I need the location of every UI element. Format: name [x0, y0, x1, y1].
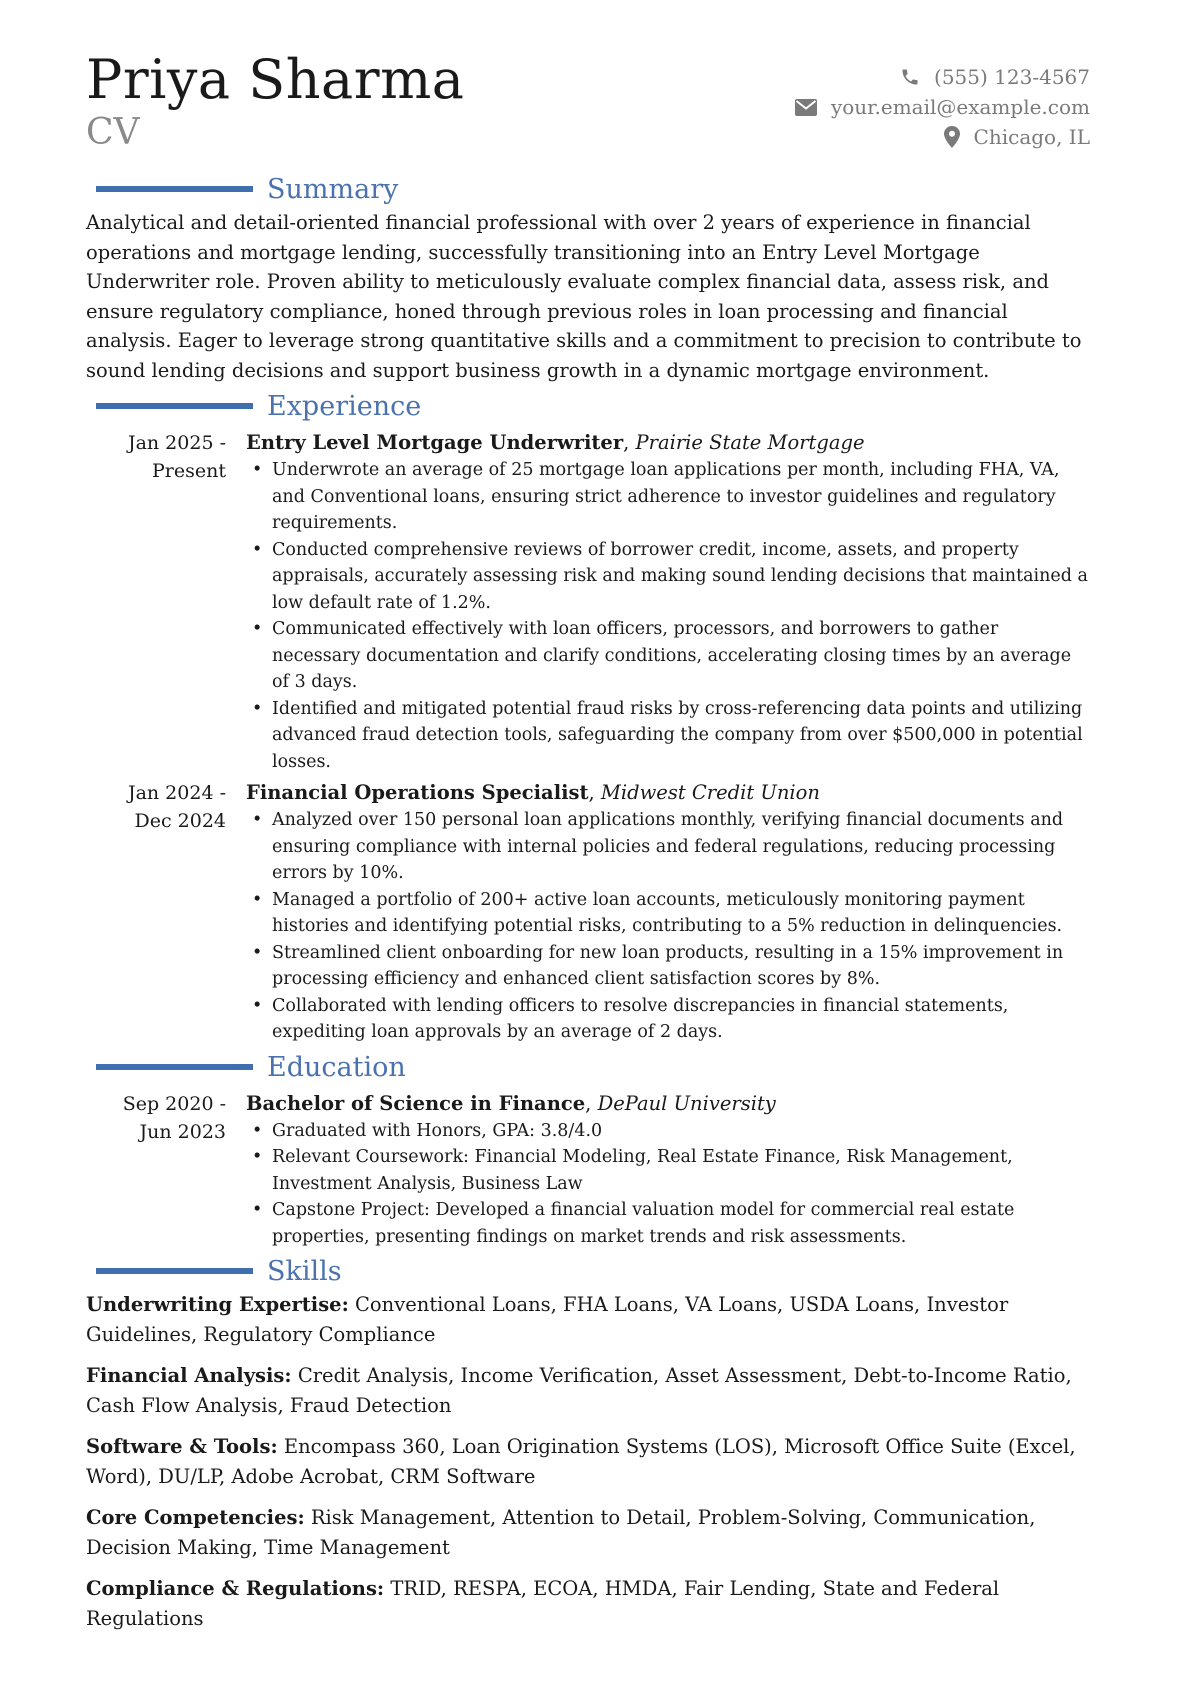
summary-text: Analytical and detail-oriented financial professional with over 2 years of experience in financial operations and mortgage lending, successfully transitioning into an Entry Level Mortgage Underwriter role. Proven ability to meticulously evaluate complex financial data, assess risk, and ensure regulatory compliance, honed through previous roles in loan processing and financial analysis. Eager to leverage strong quantitative skills and a commitment to precision to contribute to sound lending decisions and support business growth in a dynamic mortgage environment. — [86, 211, 1082, 382]
skill-list: TRID, RESPA, ECOA, HMDA, Fair Lending, State and Federal Regulations — [86, 1577, 1000, 1630]
header — [86, 48, 1090, 168]
skill-list: Conventional Loans, FHA Loans, VA Loans, USDA Loans, Investor Guidelines, Regulatory Compliance — [86, 1293, 1009, 1346]
bullet-item: • Graduated with Honors, GPA: 3.8/4.0 — [246, 1118, 1090, 1145]
contact-info — [795, 62, 1090, 152]
person-name: Priya Sharma — [86, 48, 465, 111]
bullet-item: • Streamlined client onboarding for new loan products, resulting in a 15% improvement in processing efficiency and enhanced client satisfaction scores by 8%. — [246, 940, 1090, 993]
skill-group — [86, 1503, 1090, 1562]
skill-category: Underwriting Expertise: — [86, 1293, 349, 1316]
entry-body — [246, 1090, 1090, 1251]
skill-category: Financial Analysis: — [86, 1364, 292, 1387]
entry-organization: Midwest Credit Union — [600, 781, 820, 804]
entry-role: Entry Level Mortgage Underwriter — [246, 431, 624, 454]
skill-category: Software & Tools: — [86, 1435, 278, 1458]
phone-icon — [900, 67, 920, 87]
bullet-list — [246, 457, 1090, 775]
bullet-list — [246, 807, 1090, 1046]
bullet-item: • Conducted comprehensive reviews of borrower credit, income, assets, and property appraisals, accurately assessing risk and making sound lending decisions that maintained a low default rate of 1.2%. — [246, 537, 1090, 617]
contact-location — [795, 122, 1090, 152]
bullet-item: • Analyzed over 150 personal loan applications monthly, verifying financial documents and ensuring compliance with internal policies and federal regulations, reducing processing errors by 10%. — [246, 807, 1090, 887]
skill-group — [86, 1574, 1090, 1633]
phone-number[interactable]: (555) 123-4567 — [934, 65, 1090, 89]
education-heading — [86, 1050, 1090, 1086]
entry-organization: Prairie State Mortgage — [635, 431, 865, 454]
contact-email — [795, 92, 1090, 122]
entry-date: Jan 2024 - Dec 2024 — [127, 782, 226, 832]
skill-list: Encompass 360, Loan Origination Systems (LOS), Microsoft Office Suite (Excel, Word), DU/LP, Adobe Acrobat, CRM Software — [86, 1435, 1076, 1488]
entry-date: Jan 2025 - Present — [127, 432, 226, 482]
skills-heading — [86, 1254, 1090, 1290]
entry-role: Financial Operations Specialist — [246, 781, 589, 804]
skill-list: Credit Analysis, Income Verification, Asset Assessment, Debt-to-Income Ratio, Cash Flow Analysis, Fraud Detection — [86, 1364, 1072, 1417]
education-entry — [86, 1090, 1090, 1251]
contact-phone — [795, 62, 1090, 92]
entry-title: Financial Operations Specialist, Midwest Credit Union — [246, 781, 820, 804]
experience-entry — [86, 429, 1090, 775]
envelope-icon — [795, 99, 817, 116]
skill-group — [86, 1290, 1090, 1349]
skill-category: Compliance & Regulations: — [86, 1577, 385, 1600]
document-type: CV — [86, 112, 140, 153]
skill-list: Risk Management, Attention to Detail, Problem-Solving, Communication, Decision Making, Time Management — [86, 1506, 1036, 1559]
section-title: Education — [267, 1051, 406, 1083]
entry-title: Entry Level Mortgage Underwriter, Prairie State Mortgage — [246, 431, 865, 454]
bullet-item: • Capstone Project: Developed a financial valuation model for commercial real estate properties, presenting findings on market trends and risk assessments. — [246, 1197, 1090, 1250]
summary-heading — [86, 172, 1090, 208]
entry-body — [246, 779, 1090, 1046]
bullet-item: • Managed a portfolio of 200+ active loan accounts, meticulously monitoring payment histories and identifying potential risks, contributing to a 5% reduction in delinquencies. — [246, 887, 1090, 940]
section-rule — [96, 403, 253, 409]
section-rule — [96, 186, 253, 192]
bullet-item: • Collaborated with lending officers to resolve discrepancies in financial statements, expediting loan approvals by an average of 2 days. — [246, 993, 1090, 1046]
entry-date: Sep 2020 - Jun 2023 — [122, 1092, 226, 1143]
location-text: Chicago, IL — [973, 125, 1090, 149]
skill-group — [86, 1361, 1090, 1420]
section-title: Summary — [267, 174, 399, 205]
email-address[interactable]: your.email@example.com — [830, 95, 1090, 119]
experience-entry — [86, 779, 1090, 1046]
section-rule — [96, 1268, 253, 1274]
entry-body — [246, 429, 1090, 775]
bullet-item: • Identified and mitigated potential fraud risks by cross-referencing data points and utilizing advanced fraud detection tools, safeguarding the company from over $500,000 in potential losses. — [246, 696, 1090, 776]
section-rule — [96, 1064, 253, 1070]
entry-institution: DePaul University — [597, 1091, 776, 1115]
bullet-item: • Communicated effectively with loan officers, processors, and borrowers to gather necessary documentation and clarify conditions, accelerating closing times by an average of 3 days. — [246, 616, 1090, 696]
skill-category: Core Competencies: — [86, 1506, 305, 1529]
entry-title: Bachelor of Science in Finance, DePaul University — [246, 1091, 776, 1115]
entry-degree: Bachelor of Science in Finance — [246, 1091, 586, 1115]
section-title: Skills — [267, 1256, 342, 1287]
map-pin-icon — [944, 126, 960, 148]
bullet-item: • Relevant Coursework: Financial Modeling, Real Estate Finance, Risk Management, Investment Analysis, Business Law — [246, 1144, 1090, 1197]
experience-heading — [86, 389, 1090, 425]
bullet-item: • Underwrote an average of 25 mortgage loan applications per month, including FHA, VA, and Conventional loans, ensuring strict adherence to investor guidelines and regulatory requirements. — [246, 457, 1090, 537]
bullet-list — [246, 1118, 1090, 1251]
skill-group — [86, 1432, 1090, 1491]
section-title: Experience — [267, 391, 422, 422]
